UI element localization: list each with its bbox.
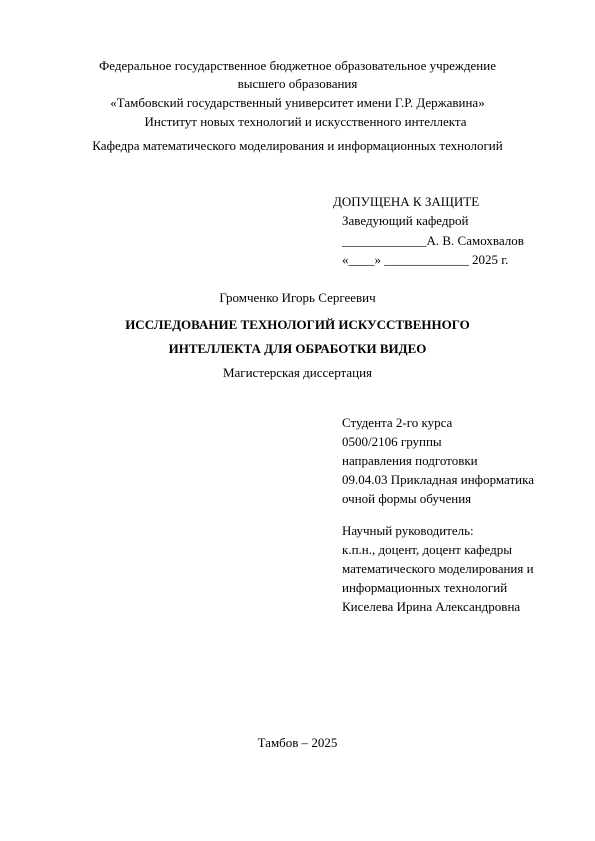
supervisor-position-2: математического моделирования и xyxy=(342,561,534,576)
approval-date: «____» _____________ 2025 г. xyxy=(342,252,509,267)
approval-role: Заведующий кафедрой xyxy=(342,213,469,228)
university-name: «Тамбовский государственный университет имени Г.Р. Державина» xyxy=(110,95,485,110)
institute-name: Институт новых технологий и искусственного интеллекта xyxy=(144,114,467,129)
student-study-form: очной формы обучения xyxy=(342,491,472,506)
supervisor-position-1: к.п.н., доцент, доцент кафедры xyxy=(342,542,512,557)
institution-line-2: высшего образования xyxy=(237,76,358,91)
department-name: Кафедра математического моделирования и информационных технологий xyxy=(92,138,503,153)
institution-line-1: Федеральное государственное бюджетное образовательное учреждение xyxy=(99,58,496,73)
student-direction-label: направления подготовки xyxy=(342,453,478,468)
student-info xyxy=(342,413,534,508)
author-name: Громченко Игорь Сергеевич xyxy=(219,290,376,305)
student-direction: 09.04.03 Прикладная информатика xyxy=(342,472,534,487)
thesis-title-line-2: ИНТЕЛЛЕКТА ДЛЯ ОБРАБОТКИ ВИДЕО xyxy=(168,341,427,356)
approval-signature: _____________А. В. Самохвалов xyxy=(342,233,524,248)
supervisor-info xyxy=(342,521,534,616)
city-year: Тамбов – 2025 xyxy=(257,735,338,750)
supervisor-label: Научный руководитель: xyxy=(342,523,474,538)
thesis-title-line-1: ИССЛЕДОВАНИЕ ТЕХНОЛОГИЙ ИСКУССТВЕННОГО xyxy=(125,317,470,332)
supervisor-name: Киселева Ирина Александровна xyxy=(342,599,521,614)
supervisor-position-3: информационных технологий xyxy=(342,580,508,595)
approval-title: ДОПУЩЕНА К ЗАЩИТЕ xyxy=(333,194,480,209)
student-group: 0500/2106 группы xyxy=(342,434,442,449)
student-course: Студента 2-го курса xyxy=(342,415,453,430)
thesis-type: Магистерская диссертация xyxy=(222,365,373,380)
